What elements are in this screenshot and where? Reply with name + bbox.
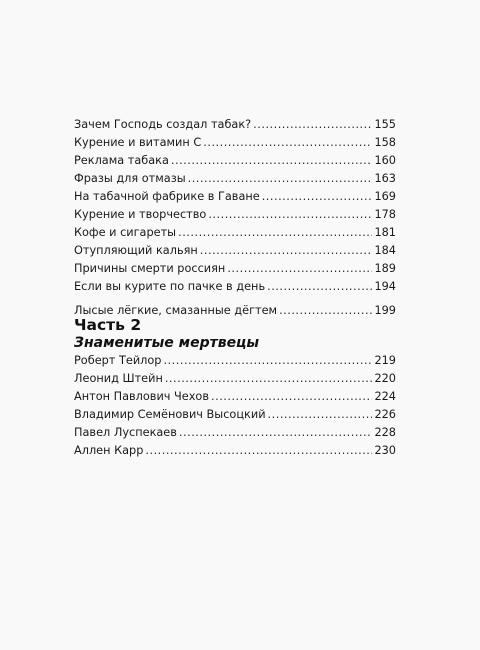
toc-entry-title: Кофе и сигареты: [74, 226, 177, 239]
leader-dots: [188, 170, 373, 188]
toc-entry: [74, 170, 396, 188]
leader-dots: [179, 424, 373, 442]
toc-entry-title: Курение и витамин С: [74, 136, 202, 149]
toc-entry: [74, 388, 396, 406]
toc-entry-page: 184: [374, 244, 396, 257]
toc-entry-page: 189: [374, 262, 396, 275]
toc-entry-page: 224: [374, 390, 396, 403]
toc-entry-title: Реклама табака: [74, 154, 169, 167]
part-title: Знаменитые мертвецы: [74, 335, 260, 351]
leader-dots: [200, 242, 373, 260]
toc-entry-title: Роберт Тейлор: [74, 354, 162, 367]
toc-entry-page: 226: [374, 408, 396, 421]
part-number: Часть 2: [74, 316, 142, 334]
toc-entry: [74, 152, 396, 170]
toc-entry: [74, 442, 396, 460]
toc-entry-title: Лысые лёгкие, смазанные дёгтем: [74, 304, 278, 317]
toc-entry-page: 158: [374, 136, 396, 149]
toc-entry-page: 160: [374, 154, 396, 167]
toc-entry: [74, 242, 396, 260]
toc-entry-title: Причины смерти россиян: [74, 262, 226, 275]
toc-entry-title: Антон Павлович Чехов: [74, 390, 210, 403]
part-heading: [74, 316, 396, 352]
toc-entry-page: 169: [374, 190, 396, 203]
toc-entry-page: 178: [374, 208, 396, 221]
toc-entry-title: Фразы для отмазы: [74, 172, 186, 185]
leader-dots: [203, 134, 372, 152]
toc-entry-page: 219: [374, 354, 396, 367]
toc-entry-page: 163: [374, 172, 396, 185]
toc-entry: [74, 188, 396, 206]
leader-dots: [268, 406, 373, 424]
toc-entry-title: Владимир Семёнович Высоцкий: [74, 408, 266, 421]
leader-dots: [165, 370, 373, 388]
toc-entry: [74, 224, 396, 242]
toc-entry: [74, 370, 396, 388]
toc-entry-page: 155: [374, 118, 396, 131]
toc-entry-title: Леонид Штейн: [74, 372, 163, 385]
toc-entry: [74, 406, 396, 424]
toc-entry: [74, 116, 396, 134]
toc-entry-title: Павел Луспекаев: [74, 426, 177, 439]
toc-entry: [74, 352, 396, 370]
leader-dots: [253, 116, 372, 134]
leader-dots: [267, 278, 372, 296]
toc-entry-title: Отупляющий кальян: [74, 244, 198, 257]
leader-dots: [171, 152, 373, 170]
leader-dots: [211, 388, 372, 406]
toc-entry-page: 228: [374, 426, 396, 439]
leader-dots: [208, 206, 372, 224]
toc-entry-page: 199: [374, 304, 396, 317]
toc-list-part1: [74, 116, 396, 320]
leader-dots: [178, 224, 372, 242]
toc-entry-page: 230: [374, 444, 396, 457]
toc-entry: [74, 260, 396, 278]
toc-entry-page: 194: [374, 280, 396, 293]
toc-entry-page: 220: [374, 372, 396, 385]
leader-dots: [163, 352, 372, 370]
toc-entry-title: На табачной фабрике в Гаване: [74, 190, 260, 203]
toc-entry: [74, 424, 396, 442]
toc-entry-title: Если вы курите по пачке в день: [74, 280, 266, 293]
leader-dots: [145, 442, 372, 460]
toc-list-part2: [74, 352, 396, 460]
toc-entry: [74, 134, 396, 152]
toc-entry: [74, 278, 396, 296]
toc-entry-title: Аллен Карр: [74, 444, 144, 457]
toc-entry-page: 181: [374, 226, 396, 239]
toc-entry-title: Зачем Господь создал табак?: [74, 118, 252, 131]
toc-entry-title: Курение и творчество: [74, 208, 207, 221]
leader-dots: [262, 188, 373, 206]
toc-entry: [74, 206, 396, 224]
leader-dots: [227, 260, 372, 278]
